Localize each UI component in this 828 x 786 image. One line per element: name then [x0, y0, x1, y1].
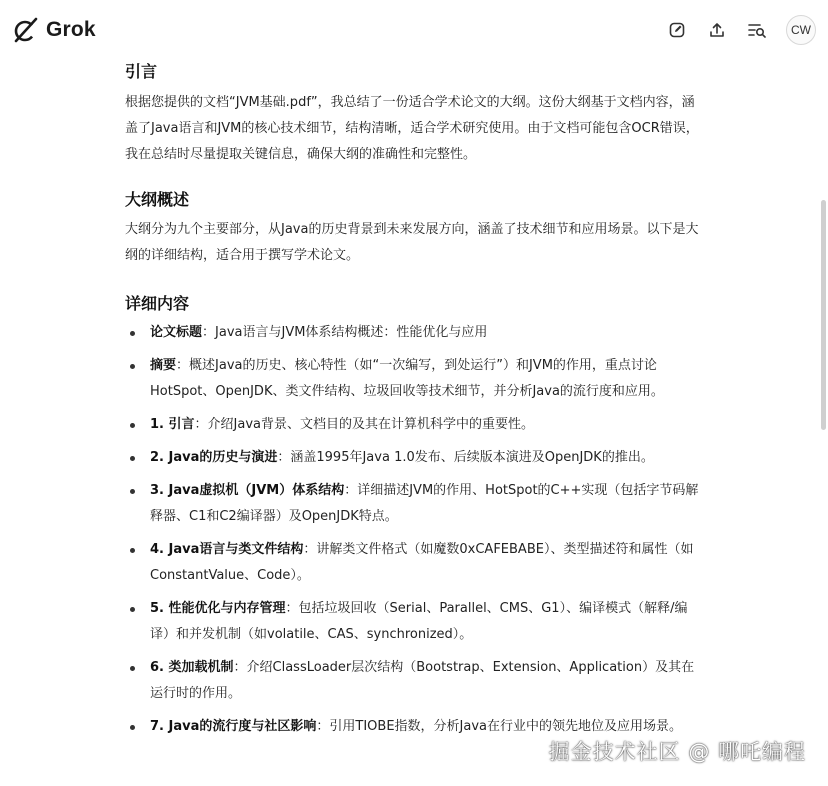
top-bar	[0, 0, 828, 58]
list-item-label: 2. Java的历史与演进	[150, 450, 278, 465]
list-item-text: 包括垃圾回收（Serial、Parallel、CMS、G1）、编译模式（解释/编译）和并发机制（如volatile、CAS、synchronized）。	[150, 601, 688, 642]
list-item-label: 5. 性能优化与内存管理	[150, 601, 286, 616]
list-item-sep: ：	[303, 542, 317, 557]
list-item-sep: ：	[233, 660, 247, 675]
list-item-label: 3. Java虚拟机（JVM）体系结构	[150, 483, 345, 498]
outline-heading: 大纲概述	[125, 190, 190, 209]
list-item-label: 论文标题	[150, 325, 203, 340]
list-item	[125, 320, 705, 346]
list-item-sep: ：	[194, 417, 208, 432]
list-item-text: 介绍Java背景、文档目的及其在计算机科学中的重要性。	[207, 417, 534, 432]
list-item-sep: ：	[285, 601, 299, 616]
list-item-text: Java语言与JVM体系结构概述：性能优化与应用	[215, 325, 488, 340]
list-item-label: 摘要	[150, 358, 177, 373]
list-item	[125, 412, 705, 438]
edit-button[interactable]	[666, 19, 688, 41]
list-item-label: 4. Java语言与类文件结构	[150, 542, 304, 557]
list-item	[125, 353, 705, 405]
edit-icon	[668, 21, 686, 39]
list-item-sep: ：	[202, 325, 216, 340]
list-item-text: 概述Java的历史、核心特性（如“一次编写，到处运行”）和JVM的作用，重点讨论HotSpot、OpenJDK、类文件结构、垃圾回收等技术细节，并分析Java的流行度和应用。	[150, 358, 664, 399]
list-item-sep: ：	[176, 358, 190, 373]
outline-paragraph: 大纲分为九个主要部分，从Java的历史背景到未来发展方向，涵盖了技术细节和应用场景。以下是大纲的详细结构，适合用于撰写学术论文。	[125, 222, 699, 263]
share-icon	[708, 21, 726, 39]
list-item-text: 介绍ClassLoader层次结构（Bootstrap、Extension、Application）及其在运行时的作用。	[150, 660, 695, 701]
list-item-sep: ：	[316, 719, 330, 734]
list-item-text: 详细描述JVM的作用、HotSpot的C++实现（包括字节码解释器、C1和C2编译器）及OpenJDK特点。	[150, 483, 699, 524]
watermark: 掘金技术社区 @ 哪吒编程	[548, 740, 806, 764]
intro-heading: 引言	[125, 62, 158, 81]
intro-paragraph: 根据您提供的文档“JVM基础.pdf”，我总结了一份适合学术论文的大纲。这份大纲基于文档内容，涵盖了Java语言和JVM的核心技术细节，结构清晰，适合学术研究使用。由于文档可能包含OCR错误，我在总结时尽量提取关键信息，确保大纲的准确性和完整性。	[125, 95, 699, 162]
toolbar-icons	[666, 15, 816, 45]
list-item	[125, 445, 705, 471]
list-item-text: 涵盖1995年Java 1.0发布、后续版本演进及OpenJDK的推出。	[290, 450, 654, 465]
list-item-text: 讲解类文件格式（如魔数0xCAFEBABE）、类型描述符和属性（如ConstantValue、Code）。	[150, 542, 694, 583]
list-item-label: 7. Java的流行度与社区影响	[150, 719, 317, 734]
list-item	[125, 655, 705, 707]
details-list	[125, 320, 705, 747]
grok-logo-icon	[12, 16, 40, 44]
list-item-label: 6. 类加载机制	[150, 660, 234, 675]
list-item-label: 1. 引言	[150, 417, 195, 432]
list-item	[125, 478, 705, 530]
user-avatar[interactable]: CW	[786, 15, 816, 45]
grok-logo[interactable]	[12, 15, 96, 45]
list-item-sep: ：	[277, 450, 291, 465]
details-heading: 详细内容	[125, 294, 190, 313]
list-item	[125, 596, 705, 648]
list-item-text: 引用TIOBE指数，分析Java在行业中的领先地位及应用场景。	[329, 719, 682, 734]
history-search-icon	[747, 21, 767, 39]
share-button[interactable]	[706, 19, 728, 41]
list-item	[125, 537, 705, 589]
history-search-button[interactable]	[746, 19, 768, 41]
list-item-sep: ：	[344, 483, 358, 498]
app-name: Grok	[46, 18, 96, 41]
scrollbar-thumb[interactable]	[821, 200, 826, 430]
